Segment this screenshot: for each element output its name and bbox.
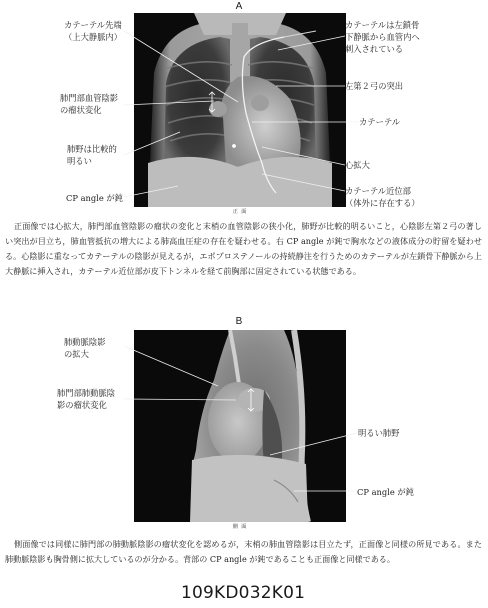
figure-b-letter: B bbox=[235, 316, 243, 327]
callout-cardiomegaly: 心拡大 bbox=[345, 160, 370, 170]
figure-a-view-label: 正 面 bbox=[232, 209, 248, 215]
figure-a-letter: A bbox=[235, 1, 243, 12]
callout-catheter-tip: カテーテル先端 （上大静脈内） bbox=[64, 20, 123, 42]
callout-clear-lung: 明るい肺野 bbox=[358, 428, 400, 438]
paragraph-b: 側面像では同様に肺門部の肺動脈陰影の瘤状変化を認めるが，末梢の肺血管陰影は目立たず，正面像と同様の所見である。また肺動脈陰影も胸骨側に拡大しているのが分かる。背部の CP angle が鈍であることも正面像と同様である。 bbox=[5, 539, 482, 564]
frontal-chest-xray bbox=[134, 13, 346, 207]
callout-cp-angle-b: CP angle が鈍 bbox=[357, 487, 414, 497]
callout-catheter-proximal: カテーテル近位部 （体外に存在する） bbox=[345, 186, 420, 208]
callout-cp-angle-a: CP angle が鈍 bbox=[66, 193, 123, 203]
paragraph-a: 正面像では心拡大，肺門部血管陰影の瘤状の変化と末梢の血管陰影の狭小化，肺野が比較的明るいこと，心陰影左第２弓の著しい突出が目立ち，肺血管抵抗の増大による肺高血圧症の存在を疑わせる。右 CP angle が鈍で胸水などの液体成分の貯留を疑わせる。心陰影に重なってカテーテルの陰影が見えるが，エポプロステノールの持続静注を行うためのカテーテルが左鎖骨下静脈から上大静脈に挿入され，カテーテル近位部が皮下トンネルを経て前胸部に固定されている状態である。 bbox=[5, 221, 482, 276]
callout-lung-field: 肺野は比較的 明るい bbox=[67, 144, 117, 166]
footer-id: 109KD032K01 bbox=[181, 583, 306, 603]
lateral-chest-xray bbox=[134, 330, 346, 522]
callout-hilar-artery-change: 肺門部肺動脈陰 影の瘤状変化 bbox=[57, 388, 116, 410]
callout-catheter: カテーテル bbox=[359, 117, 401, 127]
callout-hilar-vessels: 肺門部血管陰影 の瘤状変化 bbox=[60, 93, 119, 115]
callout-left-second-arch: 左第２弓の突出 bbox=[345, 81, 404, 91]
figure-b-view-label: 側 面 bbox=[232, 524, 248, 530]
callout-pulmonary-artery-enlargement: 肺動脈陰影 の拡大 bbox=[64, 337, 106, 359]
callout-catheter-insertion: カテーテルは左鎖骨 下静脈から血管内へ 刺入されている bbox=[345, 20, 420, 54]
